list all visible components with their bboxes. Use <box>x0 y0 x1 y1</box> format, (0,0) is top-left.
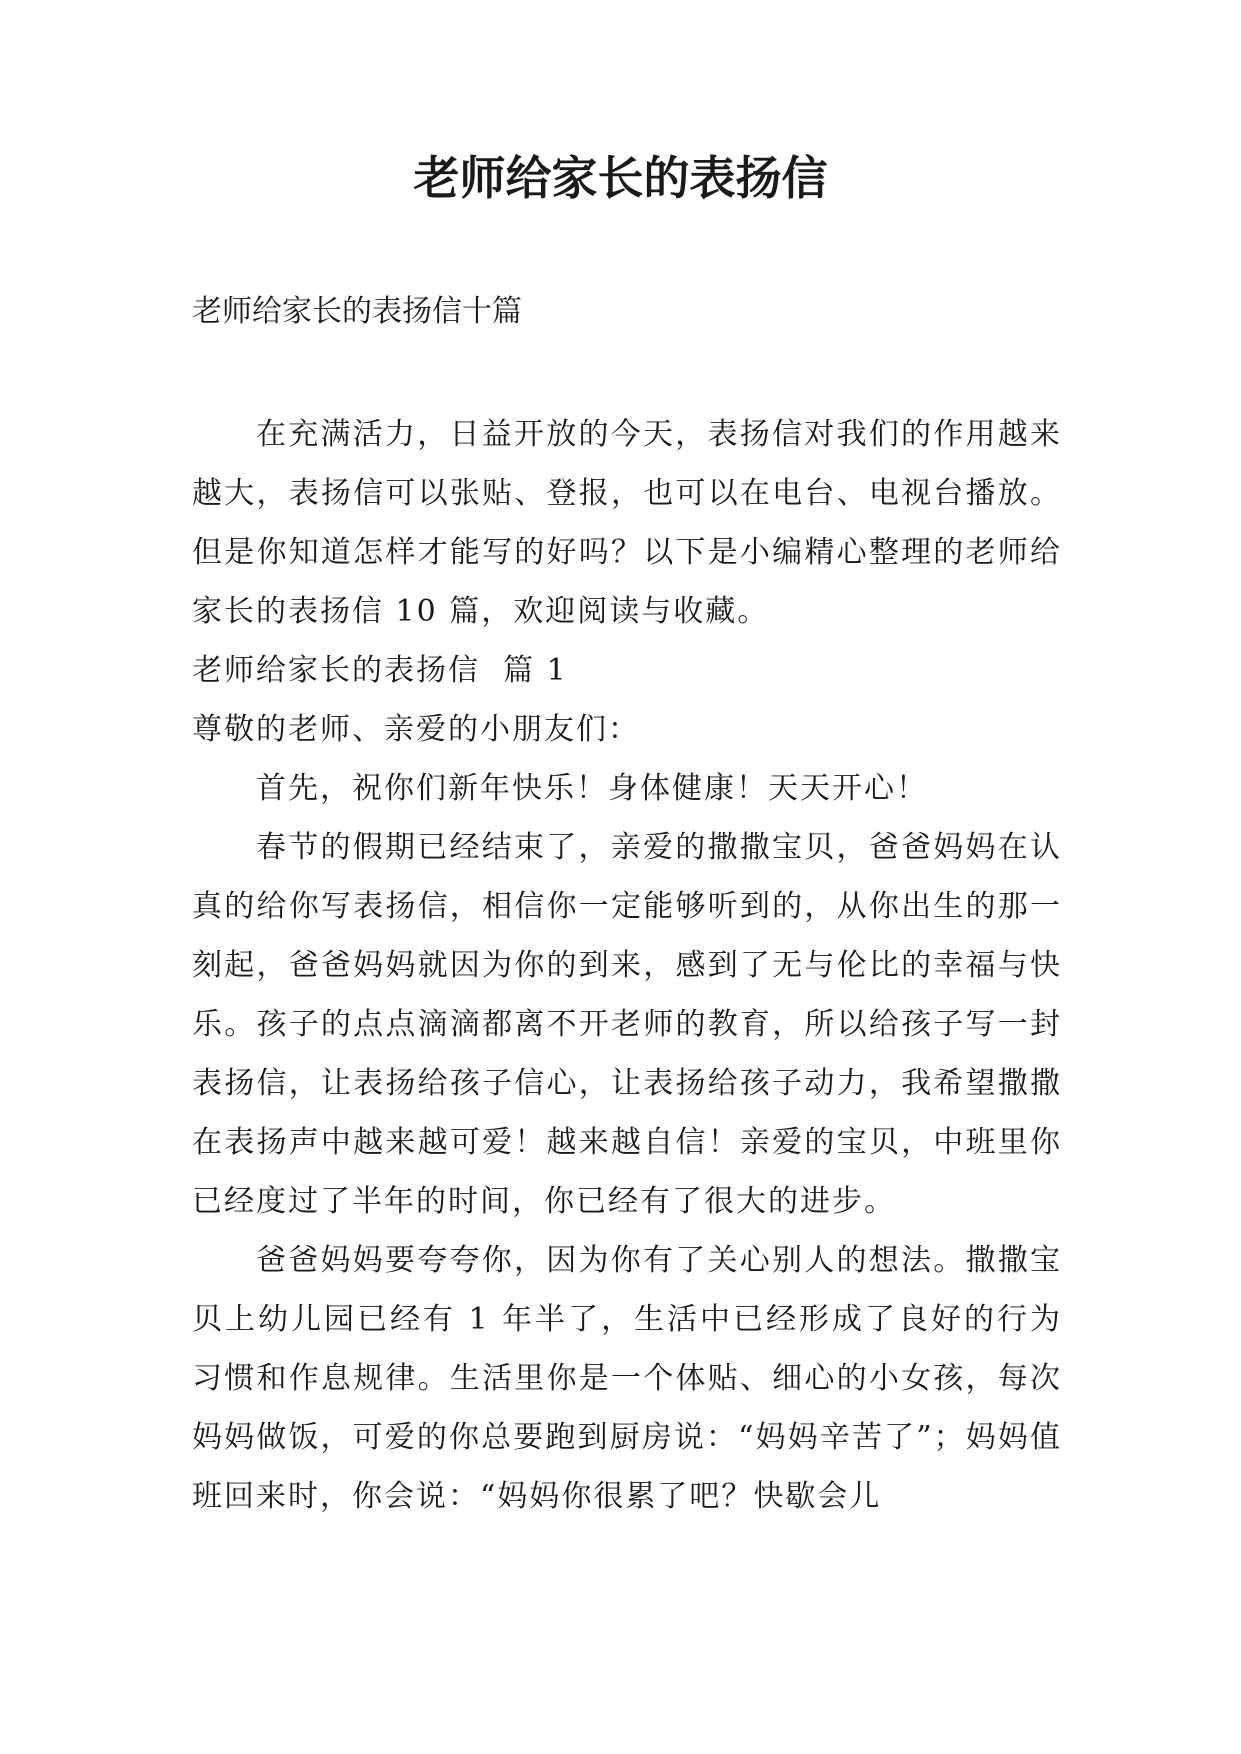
document-subtitle: 老师给家长的表扬信十篇 <box>192 294 522 329</box>
body-paragraph: 春节的假期已经结束了，亲爱的撒撒宝贝，爸爸妈妈在认真的给你写表扬信，相信你一定能够听到的，从你出生的那一刻起，爸爸妈妈就因为你的到来，感到了无与伦比的幸福与快乐。孩子的点点滴滴都离不开老师的教育，所以给孩子写一封表扬信，让表扬给孩子信心，让表扬给孩子动力，我希望撒撒在表扬声中越来越可爱！越来越自信！亲爱的宝贝，中班里你已经度过了半年的时间，你已经有了很大的进步。 <box>192 830 1062 1219</box>
document-title: 老师给家长的表扬信 <box>413 151 828 205</box>
section-heading: 老师给家长的表扬信 篇 1 <box>192 653 568 688</box>
document-body <box>192 405 1062 1526</box>
salutation: 尊敬的老师、亲爱的小朋友们： <box>192 712 640 747</box>
body-paragraph: 爸爸妈妈要夸夸你，因为你有了关心别人的想法。撒撒宝贝上幼儿园已经有 1 年半了，生活中已经形成了良好的行为习惯和作息规律。生活里你是一个体贴、细心的小女孩，每次妈妈做饭，可爱的你总要跑到厨房说：“妈妈辛苦了”；妈妈值班回来时，你会说：“妈妈你很累了吧？快歇会儿 <box>192 1243 1062 1514</box>
body-paragraph: 首先，祝你们新年快乐！身体健康！天天开心！ <box>256 771 928 806</box>
intro-paragraph: 在充满活力，日益开放的今天，表扬信对我们的作用越来越大，表扬信可以张贴、登报，也可以在电台、电视台播放。但是你知道怎样才能写的好吗？以下是小编精心整理的老师给家长的表扬信 10 篇，欢迎阅读与收藏。 <box>192 417 1062 629</box>
